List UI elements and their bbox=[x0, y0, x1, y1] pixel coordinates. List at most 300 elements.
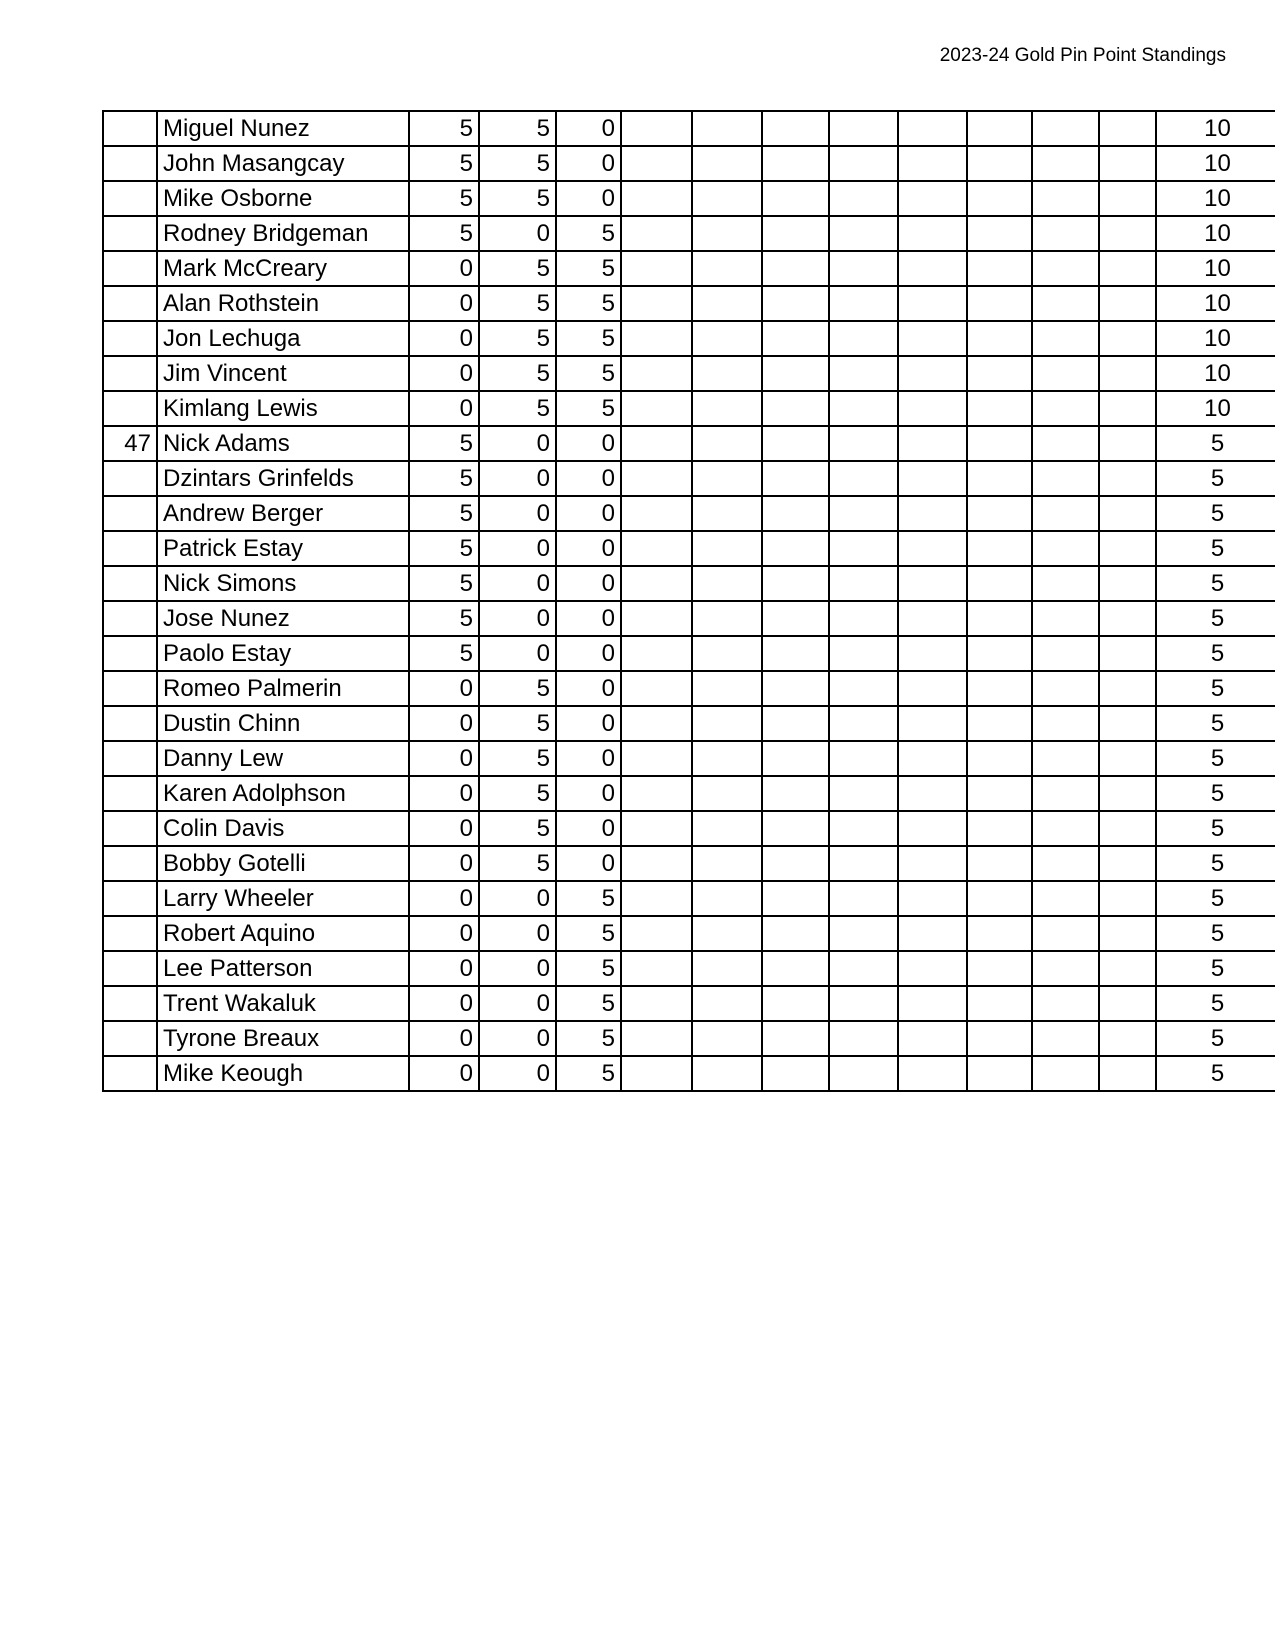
event-6-points-cell bbox=[762, 111, 829, 146]
event-4-points-cell bbox=[621, 111, 692, 146]
bowler-name-cell: Rodney Bridgeman bbox=[157, 216, 409, 251]
event-1-points-cell: 5 bbox=[409, 426, 479, 461]
event-2-points-cell: 5 bbox=[479, 356, 556, 391]
event-7-points-cell bbox=[829, 671, 898, 706]
event-7-points-cell bbox=[829, 496, 898, 531]
total-points-cell: 10 bbox=[1156, 356, 1275, 391]
event-2-points-cell: 5 bbox=[479, 146, 556, 181]
event-7-points-cell bbox=[829, 251, 898, 286]
event-11-points-cell bbox=[1099, 286, 1156, 321]
event-2-points-cell: 5 bbox=[479, 286, 556, 321]
event-5-points-cell bbox=[692, 321, 762, 356]
total-points-cell: 5 bbox=[1156, 531, 1275, 566]
event-8-points-cell bbox=[898, 601, 967, 636]
event-11-points-cell bbox=[1099, 741, 1156, 776]
event-4-points-cell bbox=[621, 356, 692, 391]
standings-table-body bbox=[103, 111, 1275, 1091]
total-points-cell: 5 bbox=[1156, 496, 1275, 531]
event-4-points-cell bbox=[621, 496, 692, 531]
total-points-cell: 10 bbox=[1156, 181, 1275, 216]
rank-cell bbox=[103, 461, 157, 496]
event-8-points-cell bbox=[898, 531, 967, 566]
table-row bbox=[103, 531, 1275, 566]
event-9-points-cell bbox=[967, 951, 1032, 986]
event-9-points-cell bbox=[967, 846, 1032, 881]
event-9-points-cell bbox=[967, 356, 1032, 391]
event-4-points-cell bbox=[621, 706, 692, 741]
event-11-points-cell bbox=[1099, 251, 1156, 286]
event-10-points-cell bbox=[1032, 286, 1099, 321]
rank-cell bbox=[103, 951, 157, 986]
event-3-points-cell: 0 bbox=[556, 531, 621, 566]
event-5-points-cell bbox=[692, 671, 762, 706]
event-10-points-cell bbox=[1032, 1021, 1099, 1056]
total-points-cell: 5 bbox=[1156, 671, 1275, 706]
event-2-points-cell: 5 bbox=[479, 181, 556, 216]
event-3-points-cell: 5 bbox=[556, 286, 621, 321]
event-2-points-cell: 5 bbox=[479, 811, 556, 846]
event-4-points-cell bbox=[621, 146, 692, 181]
event-5-points-cell bbox=[692, 986, 762, 1021]
total-points-cell: 10 bbox=[1156, 111, 1275, 146]
event-2-points-cell: 0 bbox=[479, 601, 556, 636]
event-2-points-cell: 0 bbox=[479, 461, 556, 496]
event-3-points-cell: 5 bbox=[556, 321, 621, 356]
event-7-points-cell bbox=[829, 111, 898, 146]
event-6-points-cell bbox=[762, 636, 829, 671]
event-6-points-cell bbox=[762, 1021, 829, 1056]
event-9-points-cell bbox=[967, 601, 1032, 636]
event-7-points-cell bbox=[829, 216, 898, 251]
event-2-points-cell: 0 bbox=[479, 496, 556, 531]
bowler-name-cell: Tyrone Breaux bbox=[157, 1021, 409, 1056]
event-6-points-cell bbox=[762, 846, 829, 881]
event-1-points-cell: 0 bbox=[409, 706, 479, 741]
event-4-points-cell bbox=[621, 1056, 692, 1091]
event-3-points-cell: 5 bbox=[556, 1021, 621, 1056]
table-row bbox=[103, 286, 1275, 321]
table-row bbox=[103, 671, 1275, 706]
event-3-points-cell: 0 bbox=[556, 671, 621, 706]
event-5-points-cell bbox=[692, 811, 762, 846]
event-10-points-cell bbox=[1032, 426, 1099, 461]
event-1-points-cell: 5 bbox=[409, 636, 479, 671]
total-points-cell: 5 bbox=[1156, 706, 1275, 741]
event-10-points-cell bbox=[1032, 706, 1099, 741]
event-11-points-cell bbox=[1099, 881, 1156, 916]
table-row bbox=[103, 111, 1275, 146]
event-10-points-cell bbox=[1032, 811, 1099, 846]
event-5-points-cell bbox=[692, 251, 762, 286]
event-7-points-cell bbox=[829, 181, 898, 216]
event-7-points-cell bbox=[829, 951, 898, 986]
event-9-points-cell bbox=[967, 496, 1032, 531]
event-2-points-cell: 0 bbox=[479, 426, 556, 461]
event-5-points-cell bbox=[692, 391, 762, 426]
event-1-points-cell: 0 bbox=[409, 1056, 479, 1091]
event-2-points-cell: 0 bbox=[479, 1021, 556, 1056]
event-6-points-cell bbox=[762, 671, 829, 706]
total-points-cell: 10 bbox=[1156, 391, 1275, 426]
event-8-points-cell bbox=[898, 706, 967, 741]
event-11-points-cell bbox=[1099, 531, 1156, 566]
event-2-points-cell: 0 bbox=[479, 566, 556, 601]
event-5-points-cell bbox=[692, 951, 762, 986]
event-7-points-cell bbox=[829, 741, 898, 776]
event-11-points-cell bbox=[1099, 951, 1156, 986]
event-10-points-cell bbox=[1032, 111, 1099, 146]
event-3-points-cell: 5 bbox=[556, 391, 621, 426]
event-4-points-cell bbox=[621, 251, 692, 286]
event-6-points-cell bbox=[762, 321, 829, 356]
event-9-points-cell bbox=[967, 706, 1032, 741]
rank-cell bbox=[103, 216, 157, 251]
event-4-points-cell bbox=[621, 846, 692, 881]
bowler-name-cell: John Masangcay bbox=[157, 146, 409, 181]
event-4-points-cell bbox=[621, 461, 692, 496]
event-3-points-cell: 0 bbox=[556, 706, 621, 741]
table-row bbox=[103, 181, 1275, 216]
bowler-name-cell: Andrew Berger bbox=[157, 496, 409, 531]
event-4-points-cell bbox=[621, 531, 692, 566]
event-2-points-cell: 0 bbox=[479, 1056, 556, 1091]
event-9-points-cell bbox=[967, 636, 1032, 671]
event-2-points-cell: 5 bbox=[479, 741, 556, 776]
rank-cell bbox=[103, 706, 157, 741]
event-3-points-cell: 5 bbox=[556, 986, 621, 1021]
event-6-points-cell bbox=[762, 916, 829, 951]
event-1-points-cell: 0 bbox=[409, 1021, 479, 1056]
total-points-cell: 5 bbox=[1156, 1021, 1275, 1056]
total-points-cell: 5 bbox=[1156, 601, 1275, 636]
table-row bbox=[103, 566, 1275, 601]
event-9-points-cell bbox=[967, 811, 1032, 846]
table-row bbox=[103, 601, 1275, 636]
event-10-points-cell bbox=[1032, 986, 1099, 1021]
event-4-points-cell bbox=[621, 636, 692, 671]
event-8-points-cell bbox=[898, 951, 967, 986]
event-11-points-cell bbox=[1099, 146, 1156, 181]
event-4-points-cell bbox=[621, 321, 692, 356]
total-points-cell: 5 bbox=[1156, 916, 1275, 951]
table-row bbox=[103, 216, 1275, 251]
event-3-points-cell: 0 bbox=[556, 426, 621, 461]
event-4-points-cell bbox=[621, 181, 692, 216]
event-4-points-cell bbox=[621, 916, 692, 951]
bowler-name-cell: Mark McCreary bbox=[157, 251, 409, 286]
event-7-points-cell bbox=[829, 356, 898, 391]
event-10-points-cell bbox=[1032, 216, 1099, 251]
event-8-points-cell bbox=[898, 776, 967, 811]
event-5-points-cell bbox=[692, 916, 762, 951]
total-points-cell: 5 bbox=[1156, 986, 1275, 1021]
total-points-cell: 5 bbox=[1156, 636, 1275, 671]
rank-cell bbox=[103, 636, 157, 671]
event-6-points-cell bbox=[762, 426, 829, 461]
event-10-points-cell bbox=[1032, 496, 1099, 531]
event-4-points-cell bbox=[621, 951, 692, 986]
event-9-points-cell bbox=[967, 741, 1032, 776]
event-3-points-cell: 0 bbox=[556, 811, 621, 846]
bowler-name-cell: Dustin Chinn bbox=[157, 706, 409, 741]
event-10-points-cell bbox=[1032, 321, 1099, 356]
event-9-points-cell bbox=[967, 181, 1032, 216]
event-4-points-cell bbox=[621, 811, 692, 846]
event-11-points-cell bbox=[1099, 671, 1156, 706]
event-6-points-cell bbox=[762, 146, 829, 181]
event-8-points-cell bbox=[898, 1021, 967, 1056]
event-5-points-cell bbox=[692, 601, 762, 636]
event-2-points-cell: 0 bbox=[479, 531, 556, 566]
event-5-points-cell bbox=[692, 741, 762, 776]
event-11-points-cell bbox=[1099, 601, 1156, 636]
event-8-points-cell bbox=[898, 181, 967, 216]
bowler-name-cell: Mike Keough bbox=[157, 1056, 409, 1091]
event-5-points-cell bbox=[692, 636, 762, 671]
event-9-points-cell bbox=[967, 776, 1032, 811]
event-7-points-cell bbox=[829, 1021, 898, 1056]
event-7-points-cell bbox=[829, 146, 898, 181]
rank-cell bbox=[103, 601, 157, 636]
event-3-points-cell: 5 bbox=[556, 916, 621, 951]
rank-cell bbox=[103, 251, 157, 286]
event-9-points-cell bbox=[967, 881, 1032, 916]
event-7-points-cell bbox=[829, 846, 898, 881]
event-10-points-cell bbox=[1032, 391, 1099, 426]
event-4-points-cell bbox=[621, 426, 692, 461]
event-3-points-cell: 5 bbox=[556, 356, 621, 391]
total-points-cell: 5 bbox=[1156, 426, 1275, 461]
event-7-points-cell bbox=[829, 391, 898, 426]
event-9-points-cell bbox=[967, 391, 1032, 426]
event-1-points-cell: 0 bbox=[409, 671, 479, 706]
table-row bbox=[103, 811, 1275, 846]
table-row bbox=[103, 636, 1275, 671]
event-5-points-cell bbox=[692, 496, 762, 531]
event-1-points-cell: 0 bbox=[409, 811, 479, 846]
event-7-points-cell bbox=[829, 706, 898, 741]
event-10-points-cell bbox=[1032, 881, 1099, 916]
event-3-points-cell: 0 bbox=[556, 181, 621, 216]
event-8-points-cell bbox=[898, 636, 967, 671]
event-8-points-cell bbox=[898, 671, 967, 706]
total-points-cell: 5 bbox=[1156, 741, 1275, 776]
rank-cell bbox=[103, 356, 157, 391]
event-9-points-cell bbox=[967, 1056, 1032, 1091]
bowler-name-cell: Kimlang Lewis bbox=[157, 391, 409, 426]
table-row bbox=[103, 1056, 1275, 1091]
table-row bbox=[103, 461, 1275, 496]
event-10-points-cell bbox=[1032, 531, 1099, 566]
event-7-points-cell bbox=[829, 1056, 898, 1091]
event-7-points-cell bbox=[829, 601, 898, 636]
event-11-points-cell bbox=[1099, 1056, 1156, 1091]
event-8-points-cell bbox=[898, 426, 967, 461]
event-3-points-cell: 0 bbox=[556, 461, 621, 496]
event-8-points-cell bbox=[898, 986, 967, 1021]
event-9-points-cell bbox=[967, 251, 1032, 286]
event-5-points-cell bbox=[692, 706, 762, 741]
event-4-points-cell bbox=[621, 986, 692, 1021]
table-row bbox=[103, 986, 1275, 1021]
event-9-points-cell bbox=[967, 321, 1032, 356]
event-11-points-cell bbox=[1099, 846, 1156, 881]
rank-cell bbox=[103, 1021, 157, 1056]
event-10-points-cell bbox=[1032, 951, 1099, 986]
event-6-points-cell bbox=[762, 531, 829, 566]
event-2-points-cell: 5 bbox=[479, 321, 556, 356]
event-4-points-cell bbox=[621, 1021, 692, 1056]
event-9-points-cell bbox=[967, 216, 1032, 251]
event-2-points-cell: 5 bbox=[479, 846, 556, 881]
total-points-cell: 10 bbox=[1156, 146, 1275, 181]
event-6-points-cell bbox=[762, 951, 829, 986]
event-3-points-cell: 0 bbox=[556, 846, 621, 881]
bowler-name-cell: Dzintars Grinfelds bbox=[157, 461, 409, 496]
bowler-name-cell: Romeo Palmerin bbox=[157, 671, 409, 706]
event-5-points-cell bbox=[692, 566, 762, 601]
rank-cell bbox=[103, 986, 157, 1021]
table-row bbox=[103, 846, 1275, 881]
event-3-points-cell: 0 bbox=[556, 776, 621, 811]
event-5-points-cell bbox=[692, 356, 762, 391]
event-7-points-cell bbox=[829, 776, 898, 811]
bowler-name-cell: Mike Osborne bbox=[157, 181, 409, 216]
table-row bbox=[103, 881, 1275, 916]
bowler-name-cell: Bobby Gotelli bbox=[157, 846, 409, 881]
event-8-points-cell bbox=[898, 251, 967, 286]
event-5-points-cell bbox=[692, 461, 762, 496]
total-points-cell: 5 bbox=[1156, 776, 1275, 811]
event-1-points-cell: 5 bbox=[409, 216, 479, 251]
event-8-points-cell bbox=[898, 496, 967, 531]
total-points-cell: 5 bbox=[1156, 566, 1275, 601]
event-1-points-cell: 5 bbox=[409, 181, 479, 216]
event-6-points-cell bbox=[762, 181, 829, 216]
event-10-points-cell bbox=[1032, 356, 1099, 391]
rank-cell bbox=[103, 776, 157, 811]
event-3-points-cell: 5 bbox=[556, 251, 621, 286]
event-8-points-cell bbox=[898, 461, 967, 496]
event-7-points-cell bbox=[829, 461, 898, 496]
event-4-points-cell bbox=[621, 286, 692, 321]
event-9-points-cell bbox=[967, 1021, 1032, 1056]
total-points-cell: 10 bbox=[1156, 216, 1275, 251]
event-6-points-cell bbox=[762, 286, 829, 321]
event-2-points-cell: 5 bbox=[479, 671, 556, 706]
event-11-points-cell bbox=[1099, 776, 1156, 811]
event-7-points-cell bbox=[829, 811, 898, 846]
event-4-points-cell bbox=[621, 776, 692, 811]
table-row bbox=[103, 706, 1275, 741]
event-6-points-cell bbox=[762, 566, 829, 601]
event-5-points-cell bbox=[692, 881, 762, 916]
rank-cell bbox=[103, 671, 157, 706]
event-5-points-cell bbox=[692, 181, 762, 216]
event-2-points-cell: 0 bbox=[479, 881, 556, 916]
table-row bbox=[103, 776, 1275, 811]
event-1-points-cell: 5 bbox=[409, 111, 479, 146]
table-row bbox=[103, 251, 1275, 286]
event-3-points-cell: 5 bbox=[556, 881, 621, 916]
event-1-points-cell: 0 bbox=[409, 951, 479, 986]
event-5-points-cell bbox=[692, 286, 762, 321]
event-10-points-cell bbox=[1032, 741, 1099, 776]
event-5-points-cell bbox=[692, 1021, 762, 1056]
event-9-points-cell bbox=[967, 426, 1032, 461]
event-3-points-cell: 0 bbox=[556, 636, 621, 671]
event-11-points-cell bbox=[1099, 426, 1156, 461]
event-11-points-cell bbox=[1099, 811, 1156, 846]
event-3-points-cell: 0 bbox=[556, 601, 621, 636]
event-8-points-cell bbox=[898, 846, 967, 881]
event-3-points-cell: 0 bbox=[556, 496, 621, 531]
rank-cell bbox=[103, 741, 157, 776]
event-10-points-cell bbox=[1032, 601, 1099, 636]
event-11-points-cell bbox=[1099, 636, 1156, 671]
event-7-points-cell bbox=[829, 636, 898, 671]
event-4-points-cell bbox=[621, 391, 692, 426]
bowler-name-cell: Nick Adams bbox=[157, 426, 409, 461]
page-title: 2023-24 Gold Pin Point Standings bbox=[939, 45, 1226, 66]
event-8-points-cell bbox=[898, 356, 967, 391]
bowler-name-cell: Nick Simons bbox=[157, 566, 409, 601]
event-8-points-cell bbox=[898, 391, 967, 426]
event-1-points-cell: 0 bbox=[409, 251, 479, 286]
table-row bbox=[103, 496, 1275, 531]
rank-cell: 47 bbox=[103, 426, 157, 461]
event-2-points-cell: 0 bbox=[479, 916, 556, 951]
event-10-points-cell bbox=[1032, 461, 1099, 496]
event-7-points-cell bbox=[829, 566, 898, 601]
event-6-points-cell bbox=[762, 461, 829, 496]
event-5-points-cell bbox=[692, 216, 762, 251]
event-8-points-cell bbox=[898, 146, 967, 181]
event-10-points-cell bbox=[1032, 1056, 1099, 1091]
bowler-name-cell: Trent Wakaluk bbox=[157, 986, 409, 1021]
event-8-points-cell bbox=[898, 741, 967, 776]
event-8-points-cell bbox=[898, 881, 967, 916]
event-2-points-cell: 0 bbox=[479, 216, 556, 251]
event-9-points-cell bbox=[967, 461, 1032, 496]
event-3-points-cell: 5 bbox=[556, 216, 621, 251]
bowler-name-cell: Lee Patterson bbox=[157, 951, 409, 986]
event-4-points-cell bbox=[621, 601, 692, 636]
event-4-points-cell bbox=[621, 741, 692, 776]
event-5-points-cell bbox=[692, 776, 762, 811]
rank-cell bbox=[103, 181, 157, 216]
event-6-points-cell bbox=[762, 881, 829, 916]
event-1-points-cell: 0 bbox=[409, 356, 479, 391]
event-11-points-cell bbox=[1099, 706, 1156, 741]
event-11-points-cell bbox=[1099, 216, 1156, 251]
bowler-name-cell: Paolo Estay bbox=[157, 636, 409, 671]
event-1-points-cell: 0 bbox=[409, 986, 479, 1021]
table-row bbox=[103, 321, 1275, 356]
event-2-points-cell: 0 bbox=[479, 636, 556, 671]
bowler-name-cell: Karen Adolphson bbox=[157, 776, 409, 811]
event-2-points-cell: 0 bbox=[479, 986, 556, 1021]
event-8-points-cell bbox=[898, 321, 967, 356]
event-9-points-cell bbox=[967, 986, 1032, 1021]
event-9-points-cell bbox=[967, 111, 1032, 146]
event-7-points-cell bbox=[829, 531, 898, 566]
event-10-points-cell bbox=[1032, 916, 1099, 951]
event-5-points-cell bbox=[692, 531, 762, 566]
event-6-points-cell bbox=[762, 601, 829, 636]
standings-table bbox=[102, 110, 1275, 1092]
event-8-points-cell bbox=[898, 916, 967, 951]
